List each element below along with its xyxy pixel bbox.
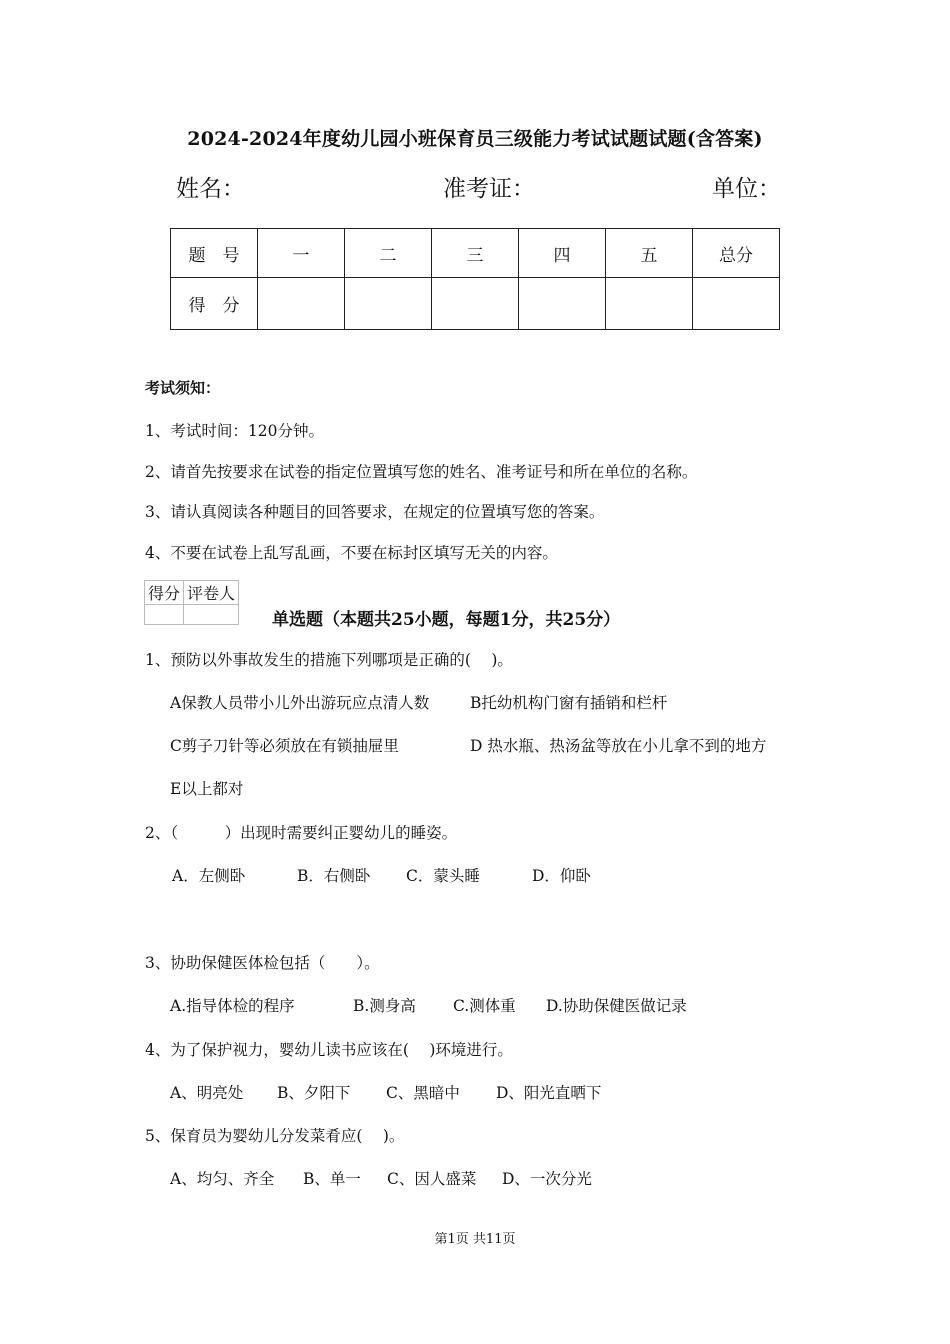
option-5b: B、单一 <box>303 1170 361 1188</box>
unit-field-label: 单位： <box>712 176 781 202</box>
score-cell <box>345 278 432 330</box>
option-4d: D、阳光直晒下 <box>496 1084 602 1102</box>
notice-item: 1、考试时间：120分钟。 <box>145 422 324 440</box>
option-4b: B、夕阳下 <box>277 1084 351 1102</box>
score-cell <box>258 278 345 330</box>
score-header-cell: 三 <box>432 229 519 278</box>
grader-box-grader-label: 评卷人 <box>184 581 239 605</box>
score-table-score-row <box>171 278 780 330</box>
option-1c: C剪子刀针等必须放在有锁抽屉里 <box>170 737 399 755</box>
score-cell <box>693 278 780 330</box>
question-4: 4、为了保护视力，婴幼儿读书应该在( )环境进行。 <box>145 1041 513 1059</box>
score-cell <box>519 278 606 330</box>
grader-box-grader-cell <box>184 605 239 625</box>
notice-item: 2、请首先按要求在试卷的指定位置填写您的姓名、准考证号和所在单位的名称。 <box>145 463 698 481</box>
option-3c: C.测体重 <box>453 997 516 1015</box>
option-1e: E以上都对 <box>170 780 244 798</box>
question-5: 5、保育员为婴幼儿分发菜肴应( )。 <box>145 1127 405 1145</box>
option-1a: A保教人员带小儿外出游玩应点清人数 <box>170 694 430 712</box>
option-2d: D．仰卧 <box>532 867 591 885</box>
score-header-cell: 题 号 <box>171 229 258 278</box>
score-cell <box>606 278 693 330</box>
section-title: 单选题（本题共25小题，每题1分，共25分） <box>272 610 621 630</box>
option-2c: C．蒙头睡 <box>406 867 480 885</box>
grader-box-score-label: 得分 <box>145 581 184 605</box>
question-1: 1、预防以外事故发生的措施下列哪项是正确的( )。 <box>145 651 513 669</box>
score-row-label: 得 分 <box>171 278 258 330</box>
option-4c: C、黑暗中 <box>386 1084 460 1102</box>
grader-box-score-cell <box>145 605 184 625</box>
question-2: 2、（ ）出现时需要纠正婴幼儿的睡姿。 <box>145 824 458 842</box>
score-header-cell: 四 <box>519 229 606 278</box>
score-header-cell: 一 <box>258 229 345 278</box>
option-2b: B．右侧卧 <box>297 867 371 885</box>
option-4a: A、明亮处 <box>170 1084 244 1102</box>
question-3: 3、协助保健医体检包括（ ）。 <box>145 954 380 972</box>
option-5d: D、一次分光 <box>502 1170 592 1188</box>
option-1b: B托幼机构门窗有插销和栏杆 <box>470 694 668 712</box>
score-header-cell: 二 <box>345 229 432 278</box>
document-title: 2024-2024年度幼儿园小班保育员三级能力考试试题试题(含答案) <box>187 128 763 150</box>
notice-item: 4、不要在试卷上乱写乱画，不要在标封区填写无关的内容。 <box>145 544 558 562</box>
score-table <box>170 228 780 330</box>
option-2a: A．左侧卧 <box>172 867 246 885</box>
option-1d: D 热水瓶、热汤盆等放在小儿拿不到的地方 <box>470 737 767 755</box>
exam-id-field-label: 准考证： <box>443 176 535 202</box>
option-3a: A.指导体检的程序 <box>170 997 295 1015</box>
grader-box <box>144 580 239 625</box>
score-table-header-row <box>171 229 780 278</box>
name-field-label: 姓名： <box>176 176 245 202</box>
option-3b: B.测身高 <box>353 997 416 1015</box>
score-header-cell: 总分 <box>693 229 780 278</box>
option-3d: D.协助保健医做记录 <box>546 997 687 1015</box>
notice-item: 3、请认真阅读各种题目的回答要求，在规定的位置填写您的答案。 <box>145 503 605 521</box>
score-cell <box>432 278 519 330</box>
option-5a: A、均匀、齐全 <box>170 1170 275 1188</box>
notice-heading: 考试须知： <box>145 379 221 397</box>
page-footer: 第1页 共11页 <box>434 1232 516 1247</box>
option-5c: C、因人盛菜 <box>387 1170 477 1188</box>
score-header-cell: 五 <box>606 229 693 278</box>
